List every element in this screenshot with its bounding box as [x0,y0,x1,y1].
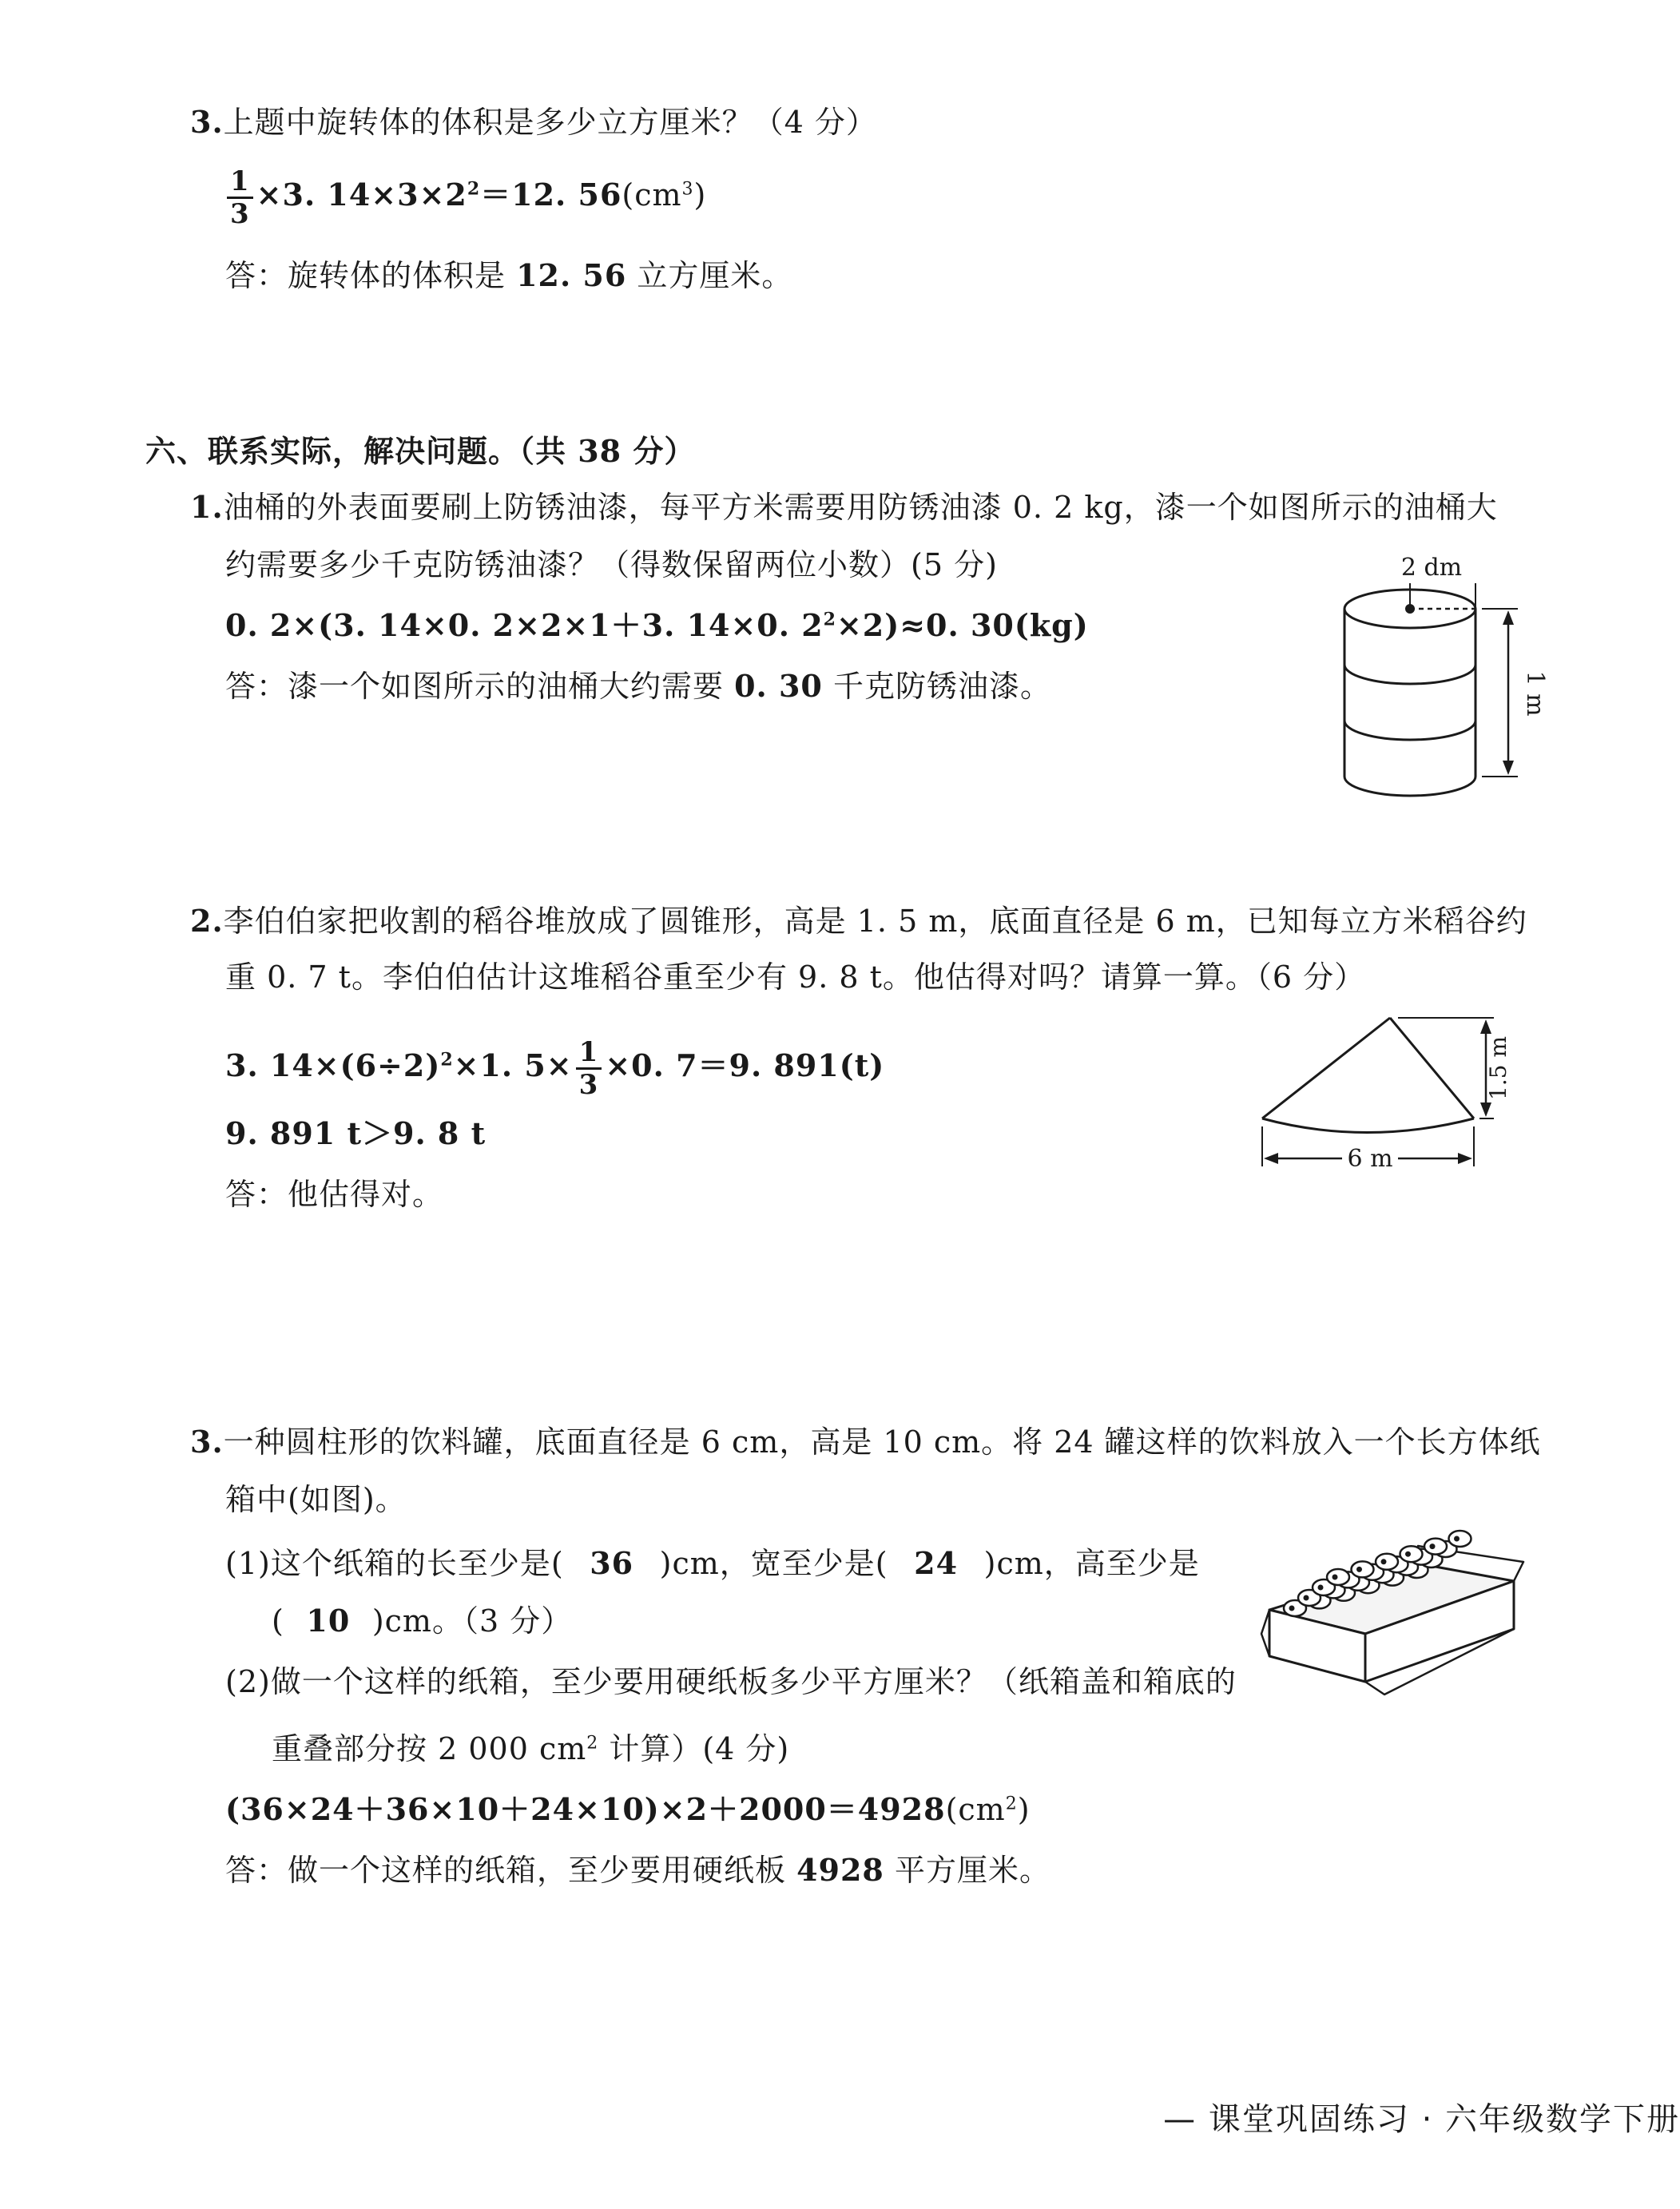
p6-q1-answer: 答：漆一个如图所示的油桶大约需要 0. 30 千克防锈油漆。 [225,668,1051,704]
cone-base-arc [1262,1118,1474,1133]
drum-center-dot [1405,604,1415,614]
arrow-right-icon [1458,1153,1472,1164]
oil-drum-figure [1326,543,1549,815]
p6-q3-prompt-line2: 箱中(如图)。 [225,1482,407,1517]
can-top [1449,1531,1471,1547]
can-top [1376,1554,1398,1570]
arrow-up-icon [1480,1019,1491,1034]
cone-left-edge [1262,1018,1390,1118]
p6-q2-compare: 9. 891 t＞9. 8 t [225,1115,487,1151]
arrow-left-icon [1264,1153,1278,1164]
drum-diameter-label: 2 dm [1400,554,1463,582]
p6-q2-formula: 3. $14\times(6\div 2)^2\times 1$. 5× $\frac{1}{3}$ ×0. 7＝9. 891(t) [225,1036,885,1101]
arrow-down-icon [1480,1103,1491,1117]
can-tab [1356,1567,1362,1572]
drum-bottom-arc [1344,777,1475,796]
page-footer: — 课堂巩固练习 · 六年级数学下册 [1163,2101,1680,2138]
answer-blank-height: 10 [306,1603,351,1639]
can-top [1352,1561,1374,1577]
drum-rib-2 [1344,721,1475,740]
can-tab [1318,1585,1324,1591]
p6-q1-formula: 0. 2×(3. 14×0. 2×2×1＋3. 14×0. $2^2\times 2)\approx 0$. 30(kg) [225,607,1089,643]
p6-q3-prompt-line1: 3.一种圆柱形的饮料罐，底面直径是 6 cm，高是 10 cm。将 24 罐这样的饮料放入一个长方体纸 [190,1424,1541,1460]
p6-q2-prompt-line2: 重 0. 7 t。李伯伯估计这堆稻谷重至少有 9. 8 t。他估得对吗？请算一算。（6 分） [225,959,1366,995]
arrow-down-icon [1503,761,1514,775]
p6-q1-prompt-line2: 约需要多少千克防锈油漆？（得数保留两位小数）(5 分) [225,547,998,582]
p6-q3-sub1-line1: (1)这个纸箱的长至少是( 36 )cm，宽至少是( 24 )cm，高至少是 [225,1544,1200,1583]
carton-of-cans-figure [1258,1514,1530,1698]
drum-height-label: 1 m [1521,670,1549,717]
fraction-one-third: $\frac{1}{3}$ [576,1039,602,1099]
answer-blank-length: 36 [590,1545,634,1581]
can-tab [1289,1606,1295,1611]
can-top [1400,1546,1423,1562]
cone-pile-figure [1246,1007,1534,1190]
can-tab [1454,1536,1460,1542]
cone-height-label: 1.5 m [1485,1036,1511,1100]
p6-q3-sub2-line2: 重叠部分按 2 000 $cm^2$ 计算）(4 分) [272,1731,790,1766]
section-heading-part6: 六、联系实际，解决问题。（共 38 分） [145,433,696,469]
fraction-one-third: $\frac{1}{3}$ [227,168,253,228]
p6-q3-sub1-line2: ( 10 )cm。（3 分） [272,1601,572,1641]
can-top [1424,1539,1447,1555]
cone-right-edge [1390,1018,1474,1118]
cone-width-label: 6 m [1347,1145,1393,1173]
p6-q1-prompt-line1: 1.油桶的外表面要刷上防锈油漆，每平方米需要用防锈油漆 0. 2 kg，漆一个如图所示的油桶大 [190,489,1498,525]
p6-q3-formula: $(36\times 24+36\times 10+24\times 10)\times 2+2000=4928(cm^2)$ [225,1791,1031,1827]
can-tab [1430,1544,1436,1549]
p6-q3-sub2-line1: (2)做一个这样的纸箱，至少要用硬纸板多少平方厘米？（纸箱盖和箱底的 [225,1664,1237,1699]
can-tab [1332,1575,1338,1580]
can-tab [1304,1595,1309,1601]
arrow-up-icon [1503,610,1514,625]
p6-q3-answer: 答：做一个这样的纸箱，至少要用硬纸板 4928 平方厘米。 [225,1852,1050,1888]
p5-q3-answer: 答：旋转体的体积是 12. 56 立方厘米。 [225,257,793,293]
p6-q2-answer: 答：他估得对。 [225,1177,444,1212]
can-tab [1381,1559,1387,1564]
can-top [1327,1569,1349,1585]
p6-q2-prompt-line1: 2.李伯伯家把收割的稻谷堆放成了圆锥形，高是 1. 5 m，底面直径是 6 m，已知每立方米稻谷约 [190,903,1527,939]
p5-q3-prompt: 3.上题中旋转体的体积是多少立方厘米？（4 分） [190,104,877,140]
p5-q3-formula: $\frac{1}{3}$ ×3. $14\times 3\times 2^2=12$. $56(cm^3)$ [224,168,706,228]
can-tab [1405,1551,1411,1557]
drum-rib-1 [1344,665,1475,684]
answer-blank-width: 24 [914,1545,959,1581]
